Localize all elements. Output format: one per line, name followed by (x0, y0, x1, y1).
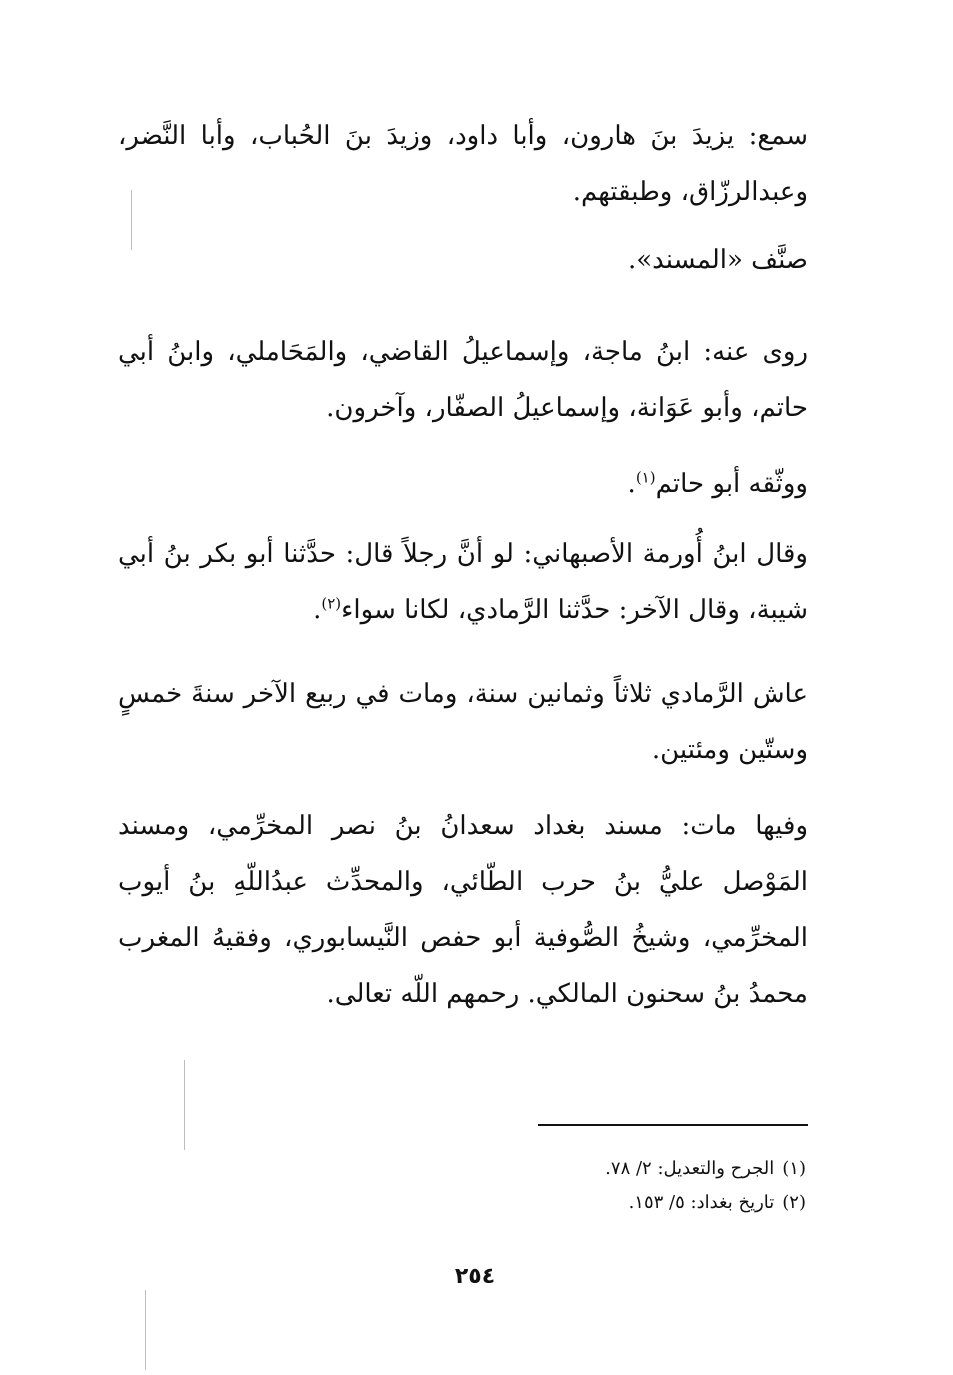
paragraph-text: وفيها مات: مسند بغداد سعدانُ بنُ نصر المخرِّمي، ومسند المَوْصل عليُّ بنُ حرب الطّائي، والمحدِّث عبدُاللّهِ بنُ أيوب المخرِّمي، وشيخُ الصُّوفية أبو حفص النَّيسابوري، وفقيهُ المغرب محمدُ بنُ سحنون المالكي. رحمهم اللّه تعالى. (118, 811, 808, 1009)
footnote-1 (500, 1152, 806, 1186)
footnote-reference-2[interactable]: (٢) (321, 594, 342, 613)
footnote-text: تاريخ بغداد: ٥/ ١٥٣. (628, 1192, 775, 1213)
paragraph-text: وقال ابنُ أُورمة الأصبهاني: لو أنَّ رجلاً قال: حدَّثنا أبو بكر بنُ أبي شيبة، وقال الآخر: حدَّثنا الرَّمادي، لكانا سواء (118, 539, 808, 625)
paragraph-musnad (118, 232, 808, 288)
footnote-text: الجرح والتعديل: ٢/ ٧٨. (605, 1158, 775, 1179)
paragraph-text: ووثّقه أبو حاتم (655, 469, 808, 499)
footnote-number: (١) (782, 1158, 806, 1179)
footnote-2 (500, 1186, 806, 1220)
page-number: ٢٥٤ (454, 1264, 496, 1289)
paragraph-text: عاش الرَّمادي ثلاثاً وثمانين سنة، ومات في ربيع الآخر سنةَ خمسٍ وستّين ومئتين. (118, 679, 808, 765)
scan-guide-mark (145, 1290, 146, 1370)
paragraph-text: روى عنه: ابنُ ماجة، وإسماعيلُ القاضي، والمَحَاملي، وابنُ أبي حاتم، وأبو عَوَانة، وإسماعيلُ الصفّار، وآخرون. (118, 337, 808, 423)
footnote-reference-1[interactable]: (١) (635, 468, 656, 487)
sentence-end: . (627, 469, 636, 499)
paragraph-text: صنَّف «المسند». (627, 245, 808, 275)
paragraph-narrators (118, 324, 808, 436)
paragraph-death (118, 666, 808, 778)
sentence-end: . (313, 595, 322, 625)
footnote-number: (٢) (782, 1192, 806, 1213)
footnote-divider (538, 1124, 808, 1126)
paragraph-text: سمع: يزيدَ بنَ هارون، وأبا داود، وزيدَ بنَ الحُباب، وأبا النَّضر، وعبدالرزّاق، وطبقتهم. (118, 121, 808, 207)
scan-guide-mark (184, 1060, 185, 1150)
paragraph-text-wrapper (118, 456, 808, 512)
paragraph-teachers (118, 108, 808, 220)
paragraph-others-died (118, 798, 808, 1022)
paragraph-quote (118, 526, 808, 638)
scan-guide-mark (131, 190, 132, 250)
footnotes-section (500, 1152, 806, 1220)
paragraph-text-wrapper (118, 526, 808, 638)
paragraph-authentication (118, 456, 808, 512)
